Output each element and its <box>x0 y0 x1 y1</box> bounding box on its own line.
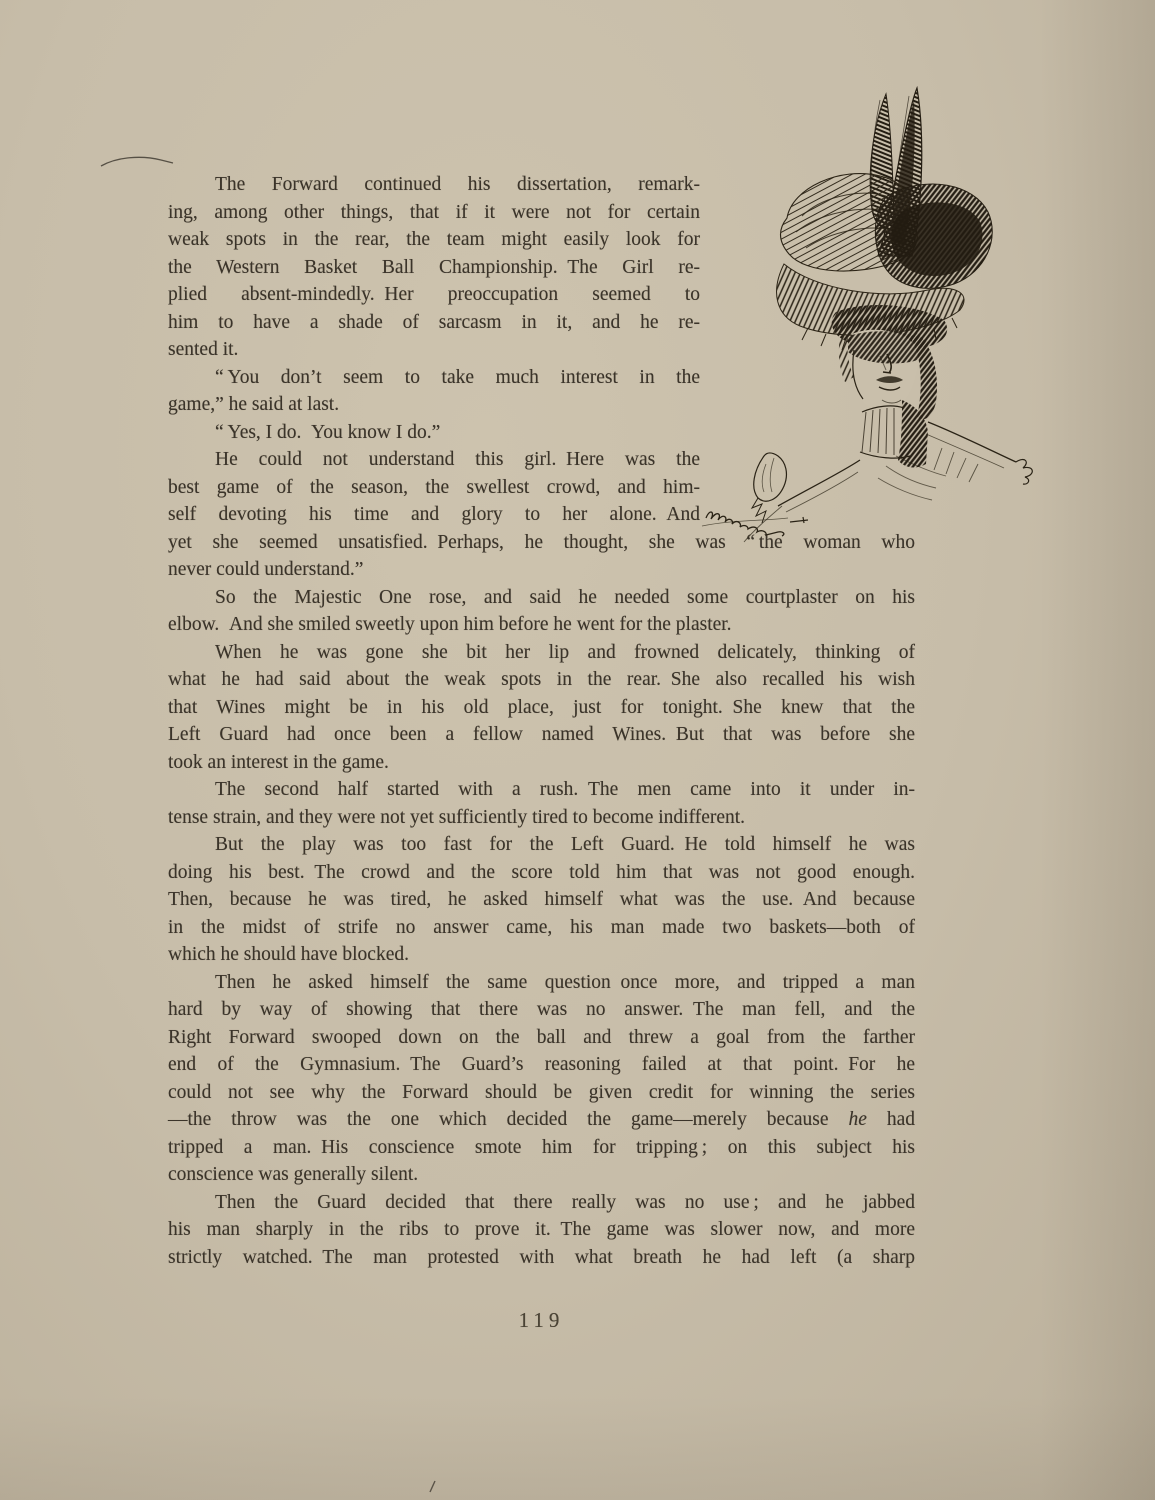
stray-ink-speck <box>426 1478 440 1496</box>
paragraph-10 <box>168 1189 915 1272</box>
text-line: He could not understand this girl. Here was the <box>215 449 700 470</box>
text-line: doing his best. The crowd and the score told him that was not good enough. <box>168 861 915 883</box>
text-line: self devoting his time and glory to her alone. And <box>168 504 700 525</box>
text-line: When he was gone she bit her lip and frowned delicately, thinking of <box>215 641 915 663</box>
text-line: “ Yes, I do. You know I do.” <box>215 421 441 443</box>
woman-in-plumed-hat-illustration <box>690 60 1050 550</box>
text-line: strictly watched. The man protested with what breath he had left (a sharp <box>168 1246 915 1268</box>
text-line: The Forward continued his dissertation, remark- <box>215 174 700 195</box>
text-line: sented it. <box>168 339 239 360</box>
text-line: that Wines might be in his old place, just for tonight. She knew that the <box>168 696 915 718</box>
text-line: weak spots in the rear, the team might easily look for <box>168 229 700 250</box>
text-line: game,” he said at last. <box>168 394 340 415</box>
text-line: Then he asked himself the same question once more, and tripped a man <box>215 971 915 993</box>
text-line: Then, because he was tired, he asked himself what was the use. And because <box>168 889 915 910</box>
paragraph-8 <box>168 831 915 969</box>
text-line: in the midst of strife no answer came, his man made two baskets—both of <box>168 916 915 938</box>
text-line: “ You don’t seem to take much interest in the <box>215 366 700 388</box>
text-line: tripped a man. His conscience smote him for tripping ; on this subject his <box>168 1136 915 1158</box>
text-line: Right Forward swooped down on the ball and threw a goal from the farther <box>168 1026 915 1048</box>
text-line: which he should have blocked. <box>168 944 409 965</box>
text-line: ing, among other things, that if it were not for certain <box>168 201 700 223</box>
text-segment: had <box>866 1109 915 1130</box>
text-line: never could understand.” <box>168 559 364 580</box>
text-line: conscience was generally silent. <box>168 1164 419 1185</box>
text-line: end of the Gymnasium. The Guard’s reasoning failed at that point. For he <box>168 1054 915 1075</box>
text-line: Left Guard had once been a fellow named Wines. But that was before she <box>168 724 915 745</box>
text-line: best game of the season, the swellest crowd, and him- <box>168 476 700 498</box>
collar-and-neck <box>860 400 928 467</box>
text-line: him to have a shade of sarcasm in it, and he re- <box>168 311 700 333</box>
text-line: his man sharply in the ribs to prove it. The game was slower now, and more <box>168 1219 915 1240</box>
text-line: But the play was too fast for the Left Guard. He told himself he was <box>215 834 915 855</box>
hat <box>777 174 993 351</box>
text-line: the Western Basket Ball Championship. The Girl re- <box>168 256 700 278</box>
text-line <box>168 1106 915 1134</box>
text-line: The second half started with a rush. The men came into it under in- <box>215 779 915 800</box>
text-line: So the Majestic One rose, and said he needed some courtplaster on his <box>215 586 915 608</box>
paragraph-6 <box>168 639 915 777</box>
text-line: Then the Guard decided that there really was no use ; and he jabbed <box>215 1191 915 1213</box>
shoulders-and-dress <box>744 422 1032 542</box>
text-line: tense strain, and they were not yet sufficiently tired to become indifferent. <box>168 806 746 828</box>
text-line: hard by way of showing that there was no answer. The man fell, and the <box>168 999 915 1020</box>
paragraph-5 <box>168 584 915 639</box>
text-line: what he had said about the weak spots in the rear. She also recalled his wish <box>168 669 915 690</box>
paragraph-9 <box>168 969 915 1189</box>
text-segment: —the throw was the one which decided the game—merely because <box>168 1109 849 1130</box>
text-line: yet she seemed unsatisfied. Perhaps, he thought, she was “ the woman who <box>168 531 915 553</box>
text-line: elbow. And she smiled sweetly upon him before he went for the plaster. <box>168 614 732 635</box>
page-number: 119 <box>518 1308 565 1332</box>
artist-signature-scrawl <box>702 512 808 536</box>
text-line: could not see why the Forward should be given credit for winning the series <box>168 1081 915 1103</box>
italic-word: he <box>848 1109 867 1130</box>
text-line: took an interest in the game. <box>168 751 389 773</box>
text-line: plied absent-mindedly. Her preoccupation seemed to <box>168 284 700 305</box>
paragraph-7 <box>168 776 915 831</box>
